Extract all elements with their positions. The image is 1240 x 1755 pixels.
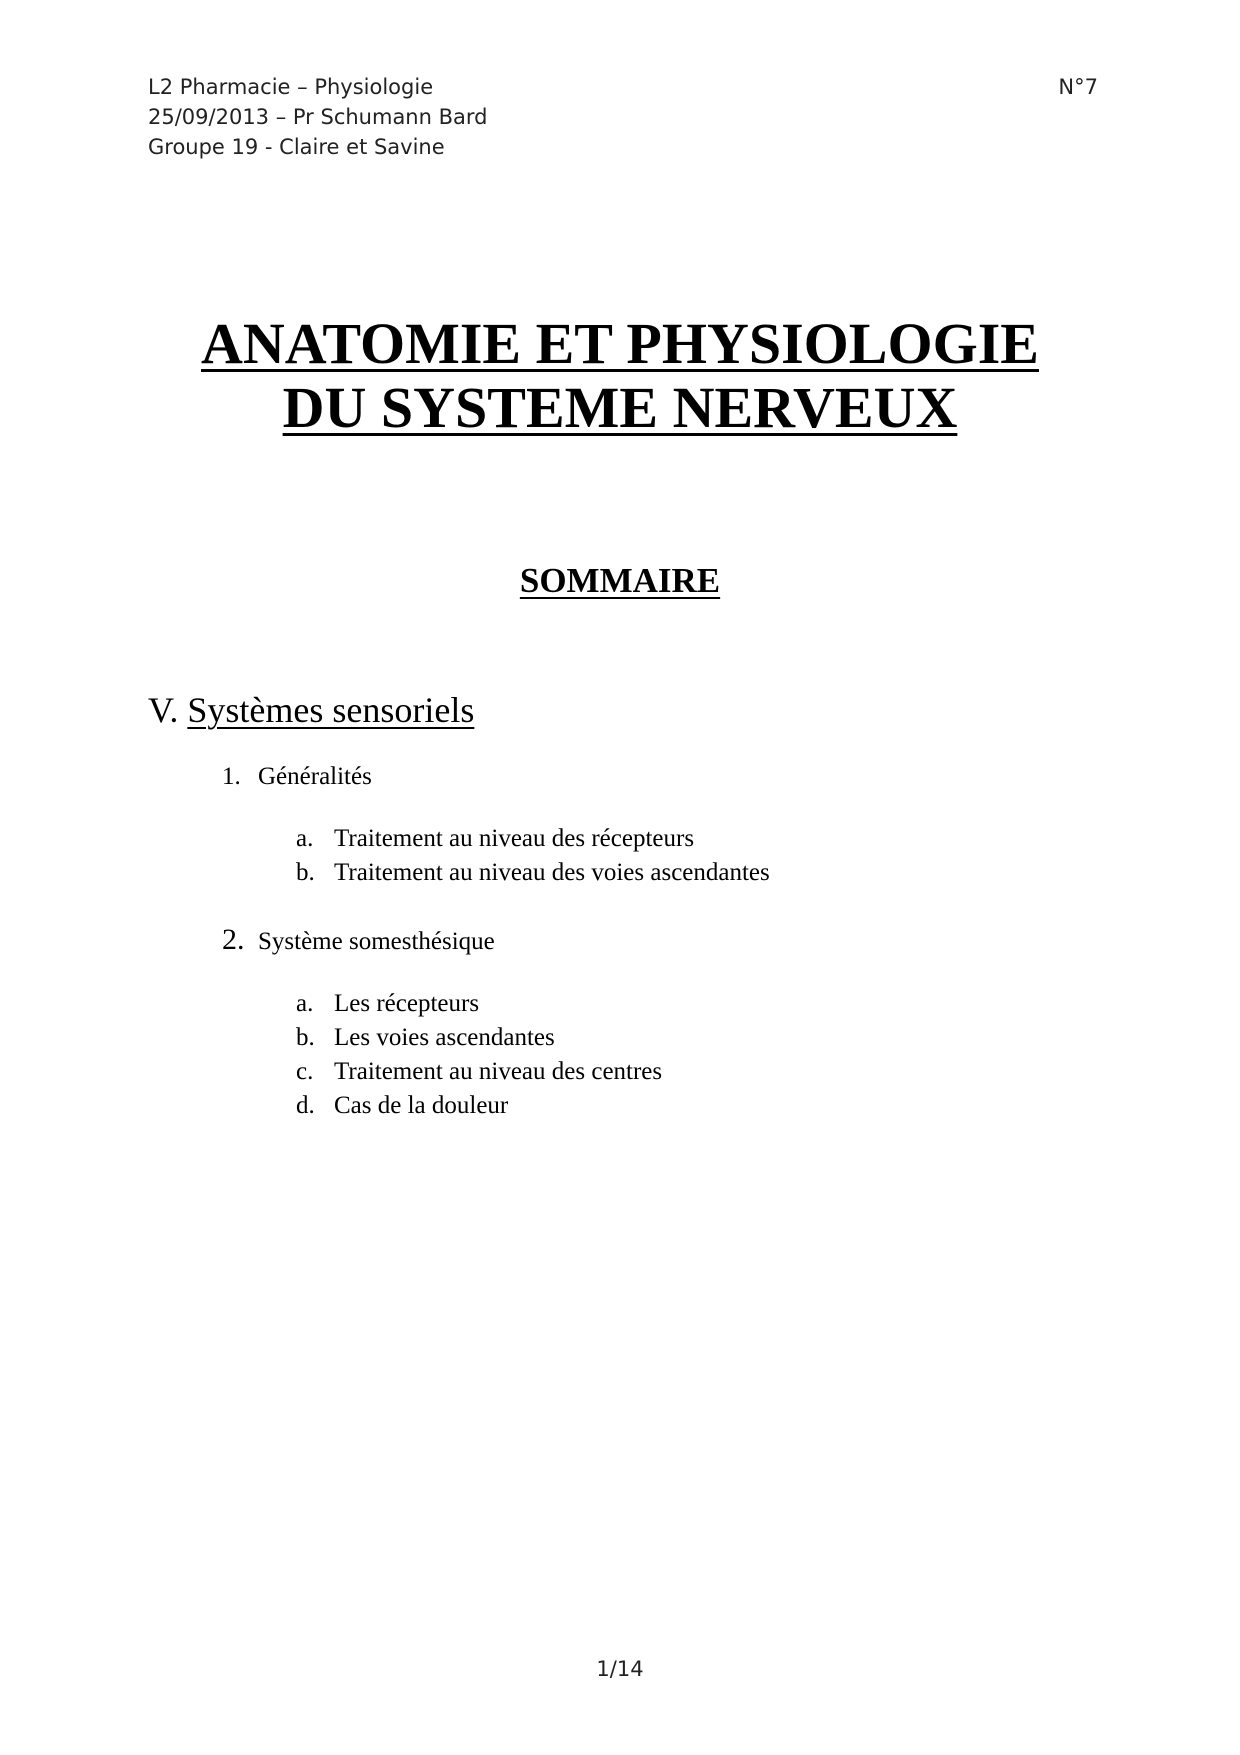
item-letter: b. [296,1024,315,1051]
subsection-number: 2. [222,923,245,956]
item-letter: d. [296,1092,315,1119]
item-letter: b. [296,859,315,886]
subsection-2-items [296,987,662,1123]
title-line-1: ANATOMIE ET PHYSIOLOGIE [201,311,1039,376]
item-text: Traitement au niveau des centres [334,1058,663,1085]
section-title: Systèmes sensoriels [187,690,475,730]
section-number: V. [148,690,179,730]
item-text: Cas de la douleur [334,1092,509,1119]
list-item [296,822,770,856]
section-heading [148,690,474,730]
item-letter: a. [296,990,314,1017]
item-letter: c. [296,1058,314,1085]
group-authors: Groupe 19 - Claire et Savine [148,135,445,159]
summary-heading: SOMMAIRE [519,561,721,600]
document-header [148,72,1098,162]
list-item [296,1021,662,1055]
subsection-title: Généralités [258,763,372,790]
date-professor: 25/09/2013 – Pr Schumann Bard [148,105,488,129]
document-title [0,312,1240,440]
subsection-2 [222,923,495,959]
list-item [296,987,662,1021]
item-text: Les récepteurs [334,990,480,1017]
document-number: N°7 [1058,75,1098,99]
item-letter: a. [296,825,314,852]
subsection-1-items [296,822,770,890]
subsection-number: 1. [222,763,241,790]
subsection-1 [222,762,372,792]
list-item [296,1089,662,1123]
page-number: 1/14 [596,1657,644,1681]
list-item [296,856,770,890]
item-text: Traitement au niveau des récepteurs [334,825,695,852]
list-item [296,1055,662,1089]
title-line-2: DU SYSTEME NERVEUX [282,375,958,440]
course-label: L2 Pharmacie – Physiologie [148,75,434,99]
subsection-title: Système somesthésique [258,928,495,955]
item-text: Traitement au niveau des voies ascendantes [334,859,770,886]
item-text: Les voies ascendantes [334,1024,555,1051]
